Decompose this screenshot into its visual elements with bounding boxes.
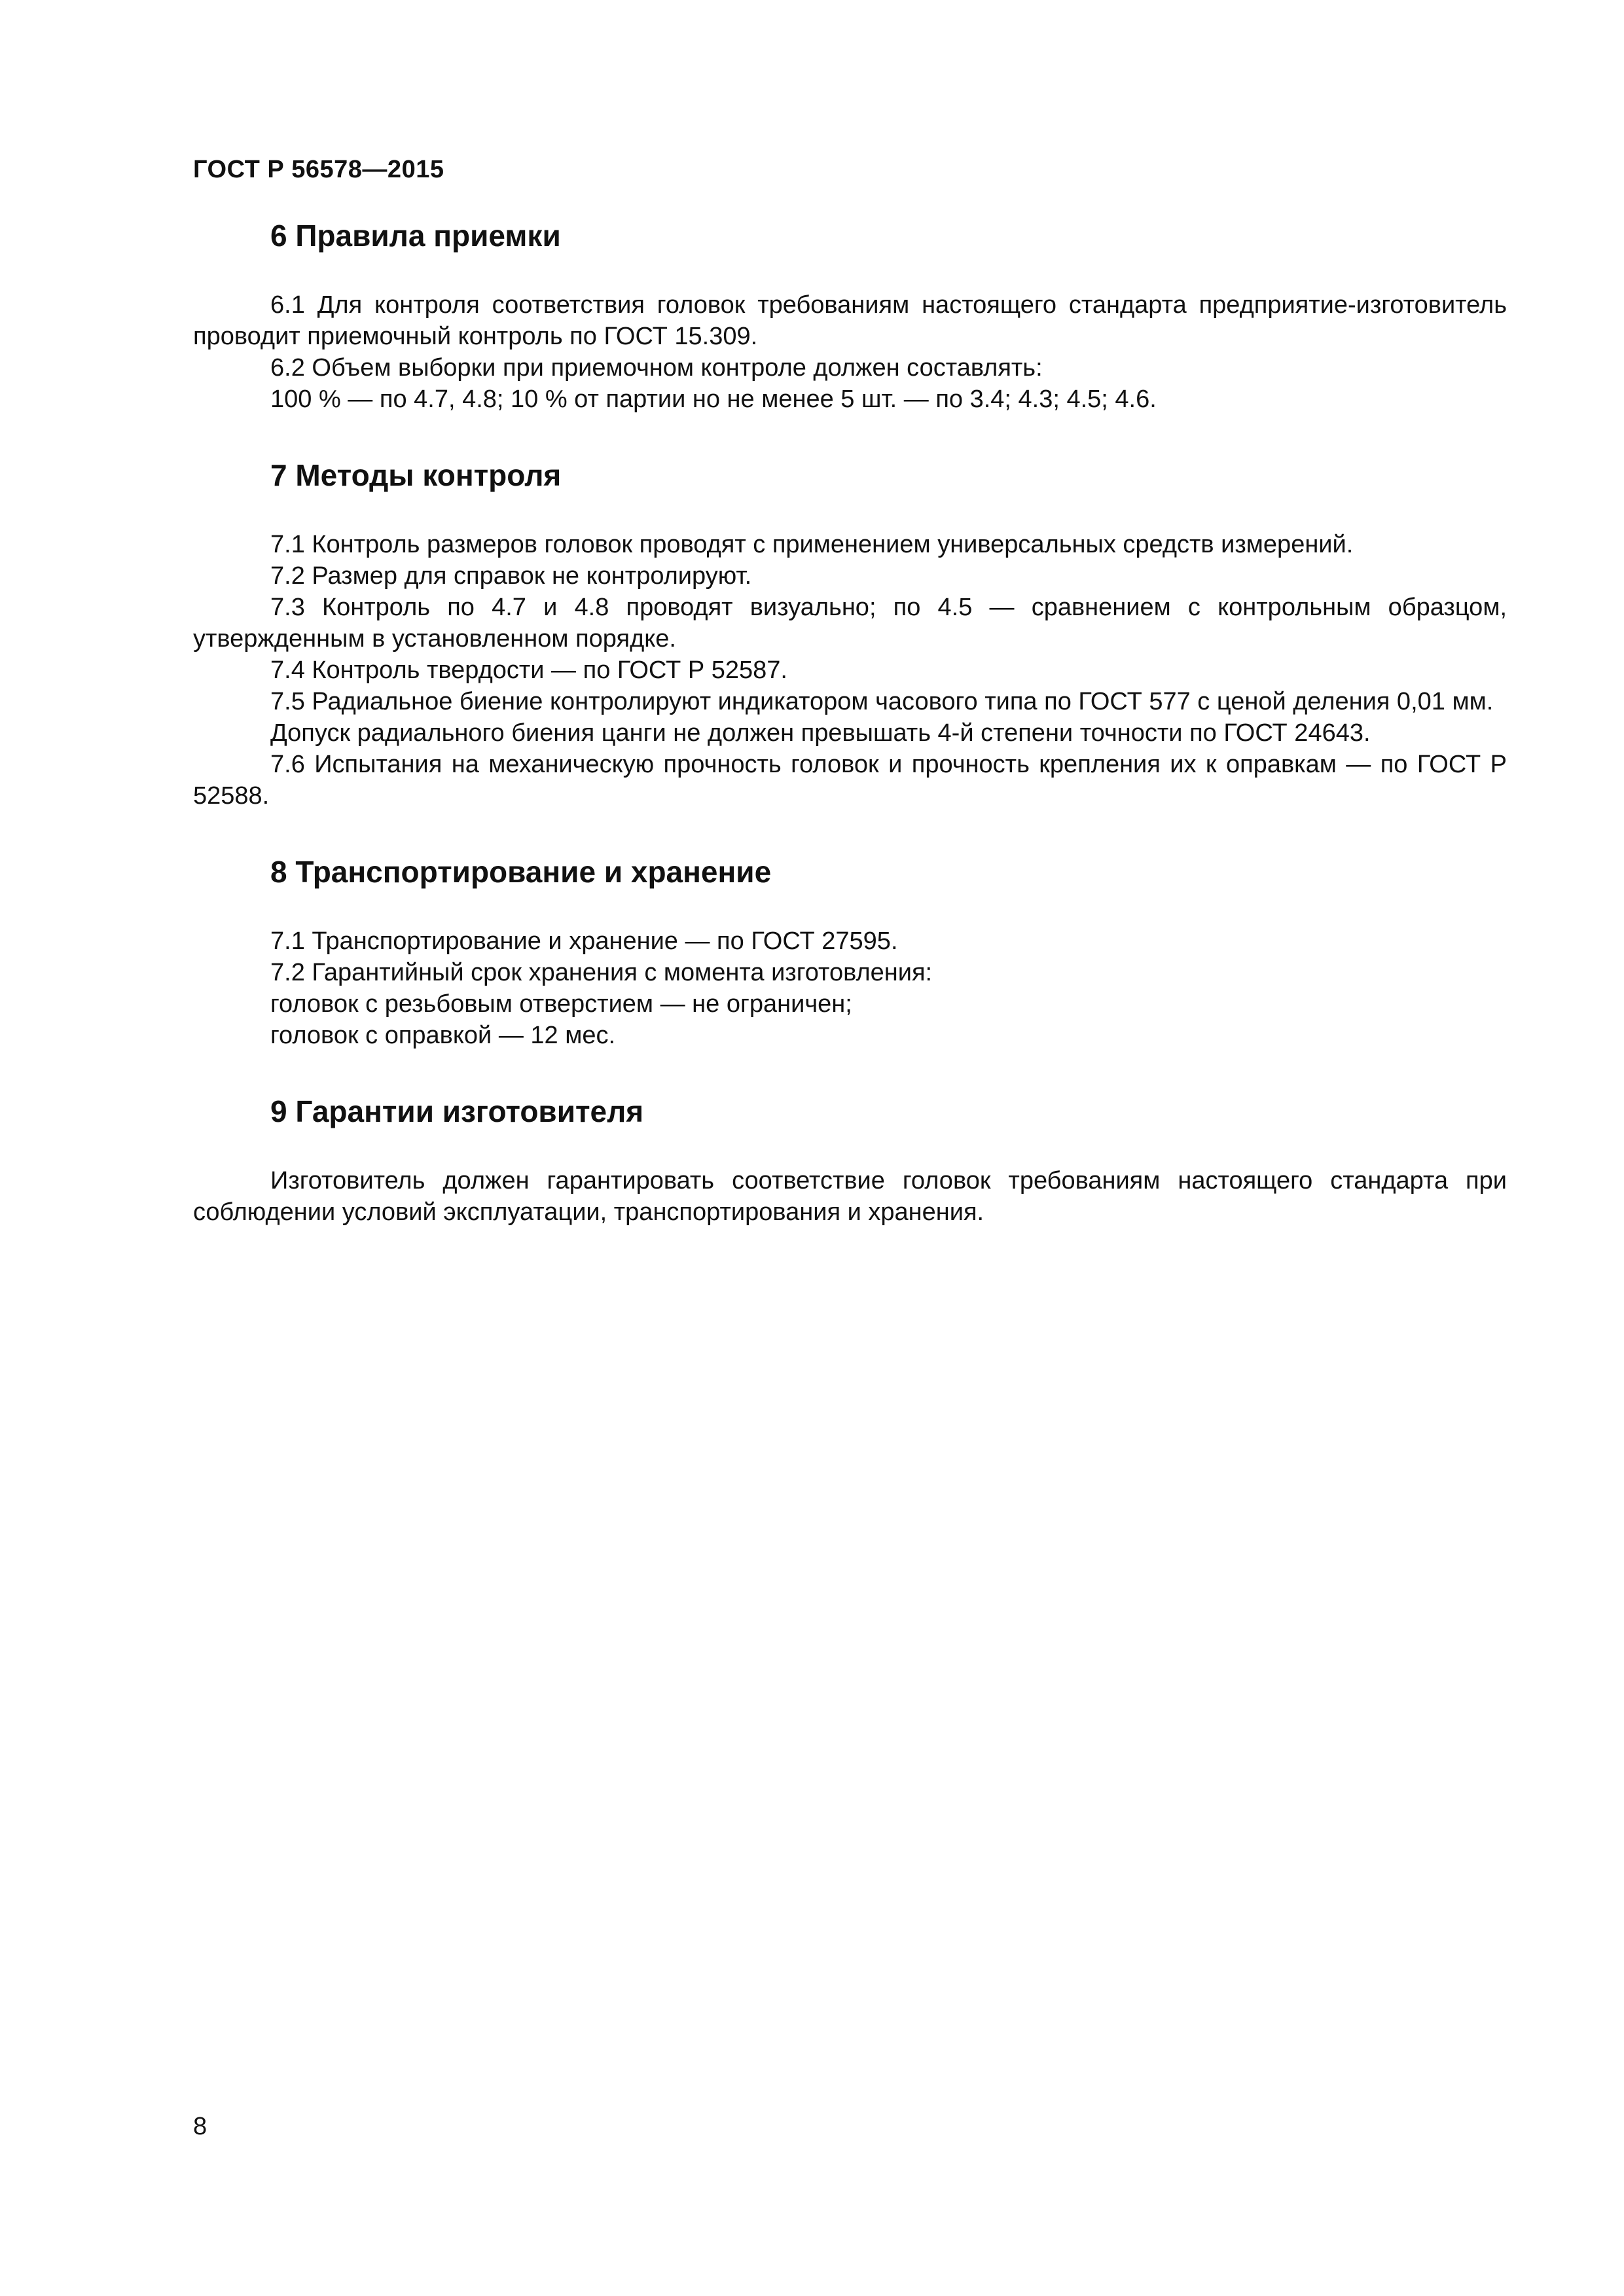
section-title: 6 Правила приемки xyxy=(270,219,561,253)
section-title: 9 Гарантии изготовителя xyxy=(270,1094,644,1128)
document-body xyxy=(193,216,1507,1268)
paragraph: 7.1 Контроль размеров головок проводят с применением универсальных средств измерений. xyxy=(270,531,1354,558)
document-header: ГОСТ Р 56578—2015 xyxy=(193,156,444,183)
paragraph: 7.4 Контроль твердости — по ГОСТ Р 52587. xyxy=(270,656,787,684)
paragraph: головок с оправкой — 12 мес. xyxy=(270,1022,616,1049)
page-number: 8 xyxy=(193,2113,208,2140)
paragraph: 7.1 Транспортирование и хранение — по ГОСТ 27595. xyxy=(270,927,898,955)
paragraph: 7.2 Размер для справок не контролируют. xyxy=(270,562,752,590)
paragraph: 7.5 Радиальное биение контролируют индикатором часового типа по ГОСТ 577 с ценой деления 0,01 мм. xyxy=(270,688,1494,715)
section-title: 7 Методы контроля xyxy=(270,458,562,492)
section-8 xyxy=(193,852,1507,1051)
paragraph: 7.2 Гарантийный срок хранения с момента изготовления: xyxy=(270,959,933,986)
section-9 xyxy=(193,1092,1507,1228)
paragraph: 7.3 Контроль по 4.7 и 4.8 проводят визуально; по 4.5 — сравнением с контрольным образцом, утвержденным в установленном порядке. xyxy=(193,594,1507,653)
paragraph: Допуск радиального биения цанги не должен превышать 4-й степени точности по ГОСТ 24643. xyxy=(270,719,1371,747)
section-title: 8 Транспортирование и хранение xyxy=(270,855,772,889)
paragraph: 100 % — по 4.7, 4.8; 10 % от партии но не менее 5 шт. — по 3.4; 4.3; 4.5; 4.6. xyxy=(270,386,1157,413)
section-7 xyxy=(193,456,1507,812)
paragraph: 7.6 Испытания на механическую прочность головок и прочность крепления их к оправкам — по ГОСТ Р 52588. xyxy=(193,751,1507,810)
paragraph: головок с резьбовым отверстием — не ограничен; xyxy=(270,990,852,1018)
paragraph: 6.1 Для контроля соответствия головок требованиям настоящего стандарта предприятие-изготовитель проводит приемочный контроль по ГОСТ 15.309. xyxy=(193,291,1507,350)
paragraph: 6.2 Объем выборки при приемочном контроле должен составлять: xyxy=(270,354,1043,382)
paragraph: Изготовитель должен гарантировать соответствие головок требованиям настоящего стандарта при соблюдении условий эксплуатации, транспортирования и хранения. xyxy=(193,1167,1507,1226)
section-6 xyxy=(193,216,1507,415)
